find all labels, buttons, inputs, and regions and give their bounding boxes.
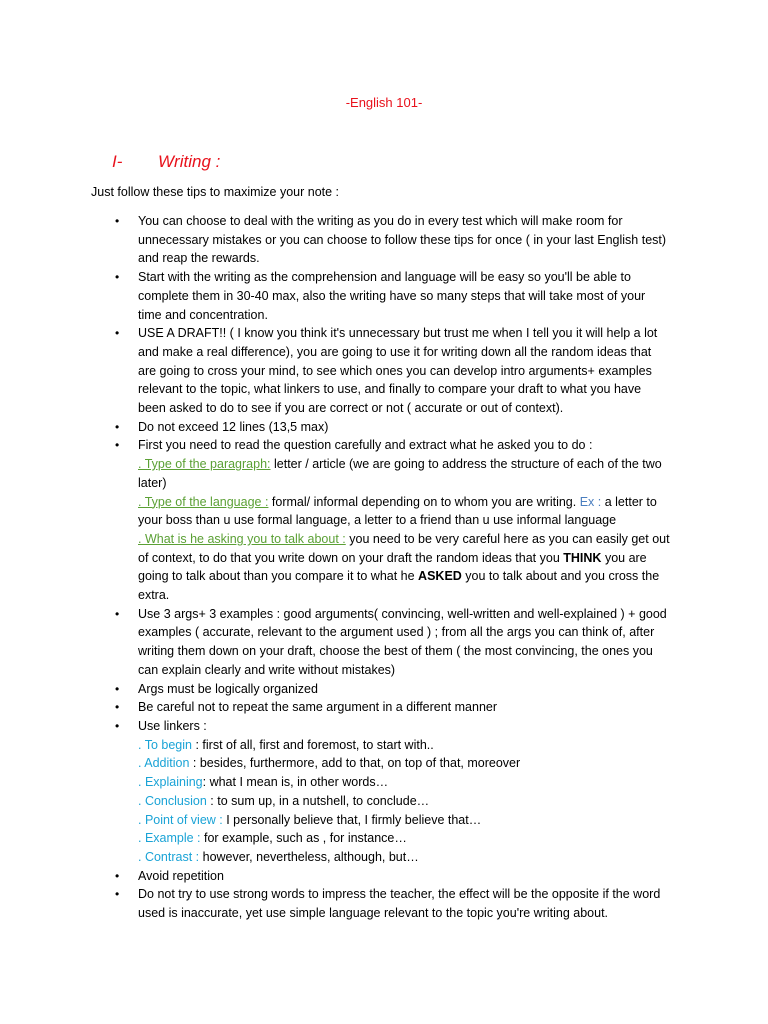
question-focus-text: you need to be very careful here as you can easily get out	[345, 531, 670, 546]
bullet-icon: •	[115, 681, 120, 696]
list-item	[115, 680, 678, 699]
emphasis-think: THINK	[563, 550, 602, 565]
document-title: -English 101-	[345, 95, 423, 110]
paragraph-type-text: letter / article (we are going to address the structure of each of the two	[270, 457, 662, 472]
text-line: Use 3 args+ 3 examples : good arguments( convincing, well-written and well-explained ) + good	[138, 606, 667, 621]
text-line: You can choose to deal with the writing as you do in every test which will make room for	[138, 214, 623, 228]
list-item	[115, 268, 678, 324]
bullet-icon: •	[115, 606, 120, 621]
bullet-icon: •	[115, 419, 120, 434]
list-item	[115, 212, 678, 268]
linker-line	[138, 736, 678, 755]
linker-text: I personally believe that, I firmly believe that…	[222, 812, 482, 827]
text-line: writing them down on your draft, choose the best of them ( the most convincing, the ones you	[138, 644, 653, 659]
linker-text: : to sum up, in a nutshell, to conclude…	[206, 793, 430, 808]
text-line: Avoid repetition	[138, 868, 224, 883]
text-line: and reap the rewards.	[138, 251, 260, 266]
bullet-icon: •	[115, 270, 120, 285]
language-type-label: . Type of the language :	[138, 494, 269, 509]
bullet-icon: •	[115, 438, 120, 453]
text-line	[138, 455, 678, 474]
language-type-text: formal/ informal depending on to whom you are writing.	[268, 494, 577, 509]
text-line: examples ( accurate, relevant to the argument used ) ; from all the args you can think of, after	[138, 625, 655, 640]
bullet-icon: •	[115, 700, 120, 715]
text-line: relevant to the topic, what linkers to use, and finally to compare your draft to what you have	[138, 382, 642, 397]
tips-list	[115, 212, 678, 923]
linker-line	[138, 754, 678, 773]
section-title: Writing :	[158, 152, 221, 171]
text-line	[138, 493, 678, 512]
text-line: can explain clearly and write without mistakes)	[138, 662, 396, 677]
linker-text: however, nevertheless, although, but…	[199, 849, 419, 864]
text-line	[138, 549, 678, 568]
bullet-icon: •	[115, 868, 120, 883]
emphasis-asked: ASKED	[418, 569, 462, 584]
text-line: extra.	[138, 588, 170, 603]
linker-text: : what I mean is, in other words…	[202, 775, 389, 790]
list-item	[115, 324, 678, 418]
list-item	[115, 717, 678, 867]
paragraph-type-label: . Type of the paragraph:	[138, 457, 271, 472]
list-item	[115, 436, 678, 604]
list-item	[115, 885, 678, 922]
linker-text: for example, such as , for instance…	[200, 831, 407, 846]
bullet-icon: •	[115, 326, 120, 341]
text-line: complete them in 30-40 max, also the writing have so many steps that will take most of your	[138, 288, 646, 303]
text-line: Start with the writing as the comprehension and language will be easy so you'll be able to	[138, 270, 631, 285]
text-line: Do not exceed 12 lines (13,5 max)	[138, 419, 329, 434]
linker-line	[138, 792, 678, 811]
text-span: going to talk about than you compare it to what he	[138, 569, 419, 584]
text-line: Use linkers :	[138, 718, 207, 733]
text-line: later)	[138, 475, 167, 490]
linker-label: . Point of view :	[138, 812, 223, 827]
text-line: time and concentration.	[138, 307, 268, 322]
intro-text: Just follow these tips to maximize your note :	[91, 185, 340, 199]
linker-text: : besides, furthermore, add to that, on top of that, moreover	[189, 756, 521, 771]
text-line: First you need to read the question carefully and extract what he asked you to do :	[138, 438, 593, 453]
linker-line	[138, 848, 678, 867]
section-number: I-	[112, 152, 123, 171]
list-item	[115, 605, 678, 680]
linker-text: : first of all, first and foremost, to start with..	[191, 737, 434, 752]
text-span: of context, to do that you write down on your draft the random ideas that you	[138, 550, 564, 565]
text-line: Do not try to use strong words to impress the teacher, the effect will be the opposite if the word	[138, 887, 661, 902]
bullet-icon: •	[115, 214, 120, 228]
example-label: Ex :	[576, 494, 602, 509]
linker-line	[138, 773, 678, 792]
bullet-icon: •	[115, 718, 120, 733]
linker-label: . Conclusion	[138, 793, 207, 808]
text-line: Be careful not to repeat the same argument in a different manner	[138, 700, 498, 715]
list-item	[115, 867, 678, 886]
linker-label: . To begin	[138, 737, 192, 752]
list-item	[115, 418, 678, 437]
linker-label: . Example :	[138, 831, 201, 846]
question-focus-label: . What is he asking you to talk about :	[138, 531, 346, 546]
text-line: and make a real difference), you are going to use it for writing down all the random ideas that	[138, 344, 652, 359]
text-line: Args must be logically organized	[138, 681, 318, 696]
linker-line	[138, 811, 678, 830]
text-line: been asked to do to see if you are correct or not ( accurate or out of context).	[138, 401, 564, 416]
list-item	[115, 698, 678, 717]
text-line: unnecessary mistakes or you can choose to follow these tips for once ( in your last English test)	[138, 232, 667, 247]
bullet-icon: •	[115, 887, 120, 902]
linker-label: . Explaining	[138, 775, 203, 790]
text-line: used is inaccurate, yet use simple language relevant to the topic you're writing about.	[138, 906, 609, 921]
text-span: you are	[601, 550, 647, 565]
text-line	[138, 567, 678, 586]
text-line	[138, 530, 678, 549]
linker-line	[138, 829, 678, 848]
text-line: your boss than u use formal language, a letter to a friend than u use informal language	[138, 513, 617, 528]
linker-label: . Contrast :	[138, 849, 200, 864]
text-line: USE A DRAFT!! ( I know you think it's unnecessary but trust me when I tell you it will help a lot	[138, 326, 658, 341]
example-text: a letter to	[601, 494, 657, 509]
linker-label: . Addition	[138, 756, 190, 771]
text-line: are going to cross your mind, to see which ones you can develop intro arguments+ examples	[138, 363, 652, 378]
section-heading	[112, 152, 220, 172]
text-span: you to talk about and you cross the	[461, 569, 660, 584]
